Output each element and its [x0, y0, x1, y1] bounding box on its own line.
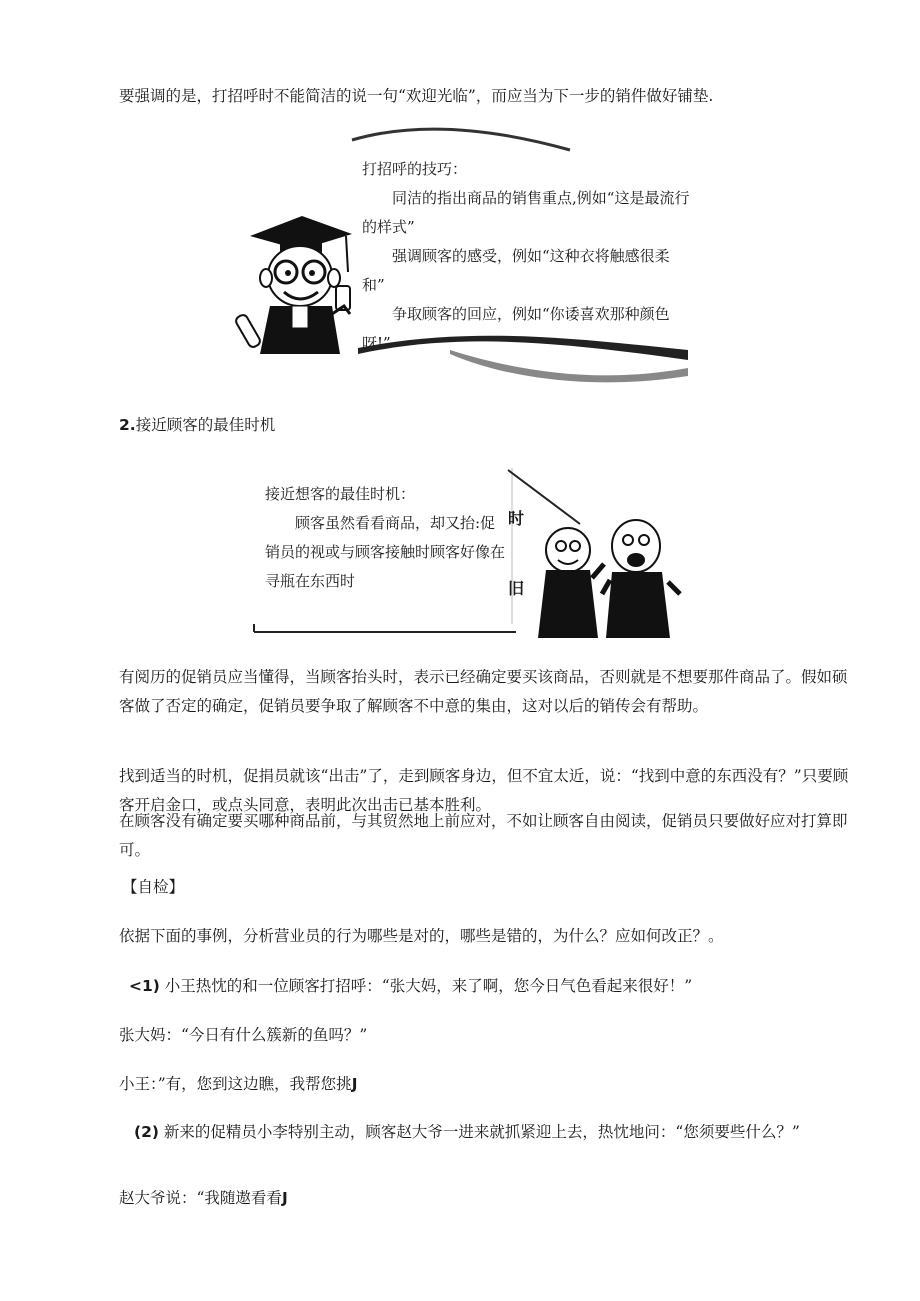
tip-item: 同洁的指出商品的销售重点,例如“这是最流行的样式”: [362, 189, 690, 236]
case2-line2: [119, 1187, 288, 1209]
customers-cartoon-illustration: [532, 512, 692, 642]
case1-line3: [119, 1073, 357, 1095]
section-title: 接近顾客的最佳时机: [135, 416, 276, 434]
tip-item: 强调顾客的感受，例如“这种衣将触感很柔和”: [362, 247, 670, 294]
graduate-cartoon-illustration: [240, 214, 360, 364]
timing-box-body: 顾客虽然看看商品，却又抬:促销员的视或与顾客接触时顾客好像在寻瓶在东西时: [265, 514, 506, 590]
section-heading: [119, 414, 275, 436]
case-text: 小王：”有，您到这边瞧，我帮您挑: [119, 1075, 352, 1093]
cropped-fragment-top: 时: [508, 509, 525, 528]
case2-line1: [134, 1121, 800, 1143]
timing-box-title: 接近想客的最佳时机：: [265, 485, 416, 503]
case1-line1: [129, 975, 692, 997]
selfcheck-heading: 【自检】: [122, 878, 185, 896]
case-trailing-mark: J: [351, 1075, 358, 1093]
intro-text: 要强调的是，打招呼时不能简洁的说一句“欢迎光临”，而应当为下一步的销件做好铺垫.: [119, 87, 714, 105]
section-number: 2.: [119, 416, 136, 434]
case-text: 小王热忱的和一位顾客打招呼：“张大妈，来了啊，您今日气色看起来很好！”: [164, 977, 693, 995]
tip-item: 争取顾客的回应，例如“你诿喜欢那种颜色呀!”: [362, 305, 670, 352]
case-trailing-mark: J: [281, 1189, 288, 1207]
paragraph-text: 有阅历的促销员应当懂得，当顾客抬头时，表示已经确定要买该商品，否则就是不想要那件商品了。假如硕客做了否定的确定，促销员要争取了解顾客不中意的集由，这对以后的销传会有帮助。: [119, 668, 848, 715]
body-paragraph: [119, 663, 849, 721]
tip-box-title: 打招呼的技巧：: [362, 160, 468, 178]
paragraph-text: 找到适当的时机，促捐员就该“出击”了，走到顾客身边，但不宜太近，说：“找到中意的东西没有？”只要顾客开启金口，或点头同意，表明此次出击已基本胜利。: [119, 767, 849, 814]
case-text: 赵大爷说：“我随遨看看: [119, 1189, 282, 1207]
question-text: 依据下面的事例，分析营业员的行为哪些是对的，哪些是错的，为什么？应如何改正？。: [119, 927, 724, 945]
tip-box: [240, 122, 690, 384]
case-number: <1): [129, 977, 160, 995]
tip-box-content: [362, 155, 692, 358]
cropped-fragment-bottom: 旧: [508, 579, 525, 598]
case-number: (2): [134, 1123, 159, 1141]
body-paragraph: [119, 807, 849, 865]
timing-box-content: [265, 480, 505, 596]
case1-line2: 张大妈：“今日有什么簇新的鱼吗？”: [119, 1026, 368, 1044]
paragraph-text: 在顾客没有确定要买哪种商品前，与其贸然地上前应对，不如让顾客自由阅读，促销员只要做好应对打算即可。: [119, 812, 848, 859]
case-text: 新来的促精员小李特别主动，顾客赵大爷一进来就抓紧迎上去，热忱地问：“您须要些什么？”: [163, 1123, 800, 1141]
timing-box: [250, 462, 690, 648]
